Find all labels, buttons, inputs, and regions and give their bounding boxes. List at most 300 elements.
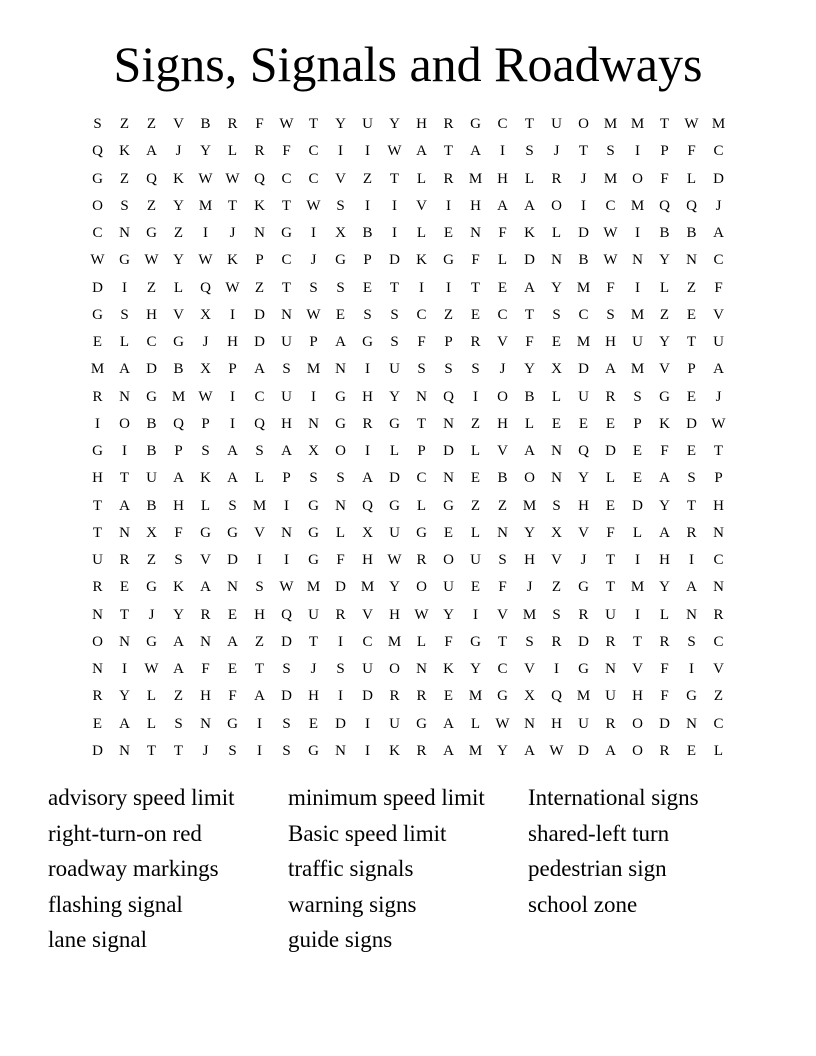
grid-letter: M xyxy=(90,361,105,378)
grid-letter: L xyxy=(119,334,130,351)
grid-letter: R xyxy=(389,688,400,705)
grid-letter: A xyxy=(362,470,373,487)
grid-letter: W xyxy=(549,742,564,759)
grid-letter: L xyxy=(227,143,238,160)
grid-row xyxy=(84,711,732,738)
grid-letter: G xyxy=(119,252,130,269)
grid-letter: E xyxy=(443,225,454,242)
grid-letter: G xyxy=(308,742,319,759)
grid-letter: Y xyxy=(200,143,211,160)
grid-letter: F xyxy=(660,661,669,678)
grid-letter: S xyxy=(525,143,534,160)
grid-row xyxy=(84,656,732,683)
grid-letter: A xyxy=(119,361,130,378)
grid-letter: J xyxy=(715,197,722,214)
grid-letter: T xyxy=(92,524,103,541)
grid-letter: X xyxy=(551,524,562,541)
grid-letter: L xyxy=(416,497,427,514)
grid-letter: P xyxy=(255,252,264,269)
grid-letter: D xyxy=(227,552,238,569)
grid-letter: K xyxy=(416,252,427,269)
grid-letter: T xyxy=(281,279,292,296)
grid-letter: R xyxy=(605,388,616,405)
grid-letter: P xyxy=(201,415,210,432)
grid-letter: H xyxy=(524,552,535,569)
grid-letter: Y xyxy=(551,279,562,296)
grid-letter: F xyxy=(687,143,696,160)
grid-letter: G xyxy=(470,633,481,650)
grid-letter: V xyxy=(632,661,643,678)
grid-letter: P xyxy=(660,143,669,160)
grid-letter: Z xyxy=(254,279,265,296)
grid-letter: S xyxy=(282,742,291,759)
grid-letter: T xyxy=(389,170,400,187)
grid-letter: C xyxy=(713,633,724,650)
grid-letter: P xyxy=(309,334,318,351)
letter-grid xyxy=(84,111,732,765)
grid-letter: V xyxy=(713,306,724,323)
grid-letter: S xyxy=(282,715,291,732)
grid-letter: M xyxy=(387,633,402,650)
grid-letter: L xyxy=(335,524,346,541)
grid-letter: I xyxy=(392,197,397,214)
grid-letter: I xyxy=(554,661,559,678)
grid-letter: A xyxy=(524,279,535,296)
grid-letter: G xyxy=(146,388,157,405)
grid-letter: E xyxy=(335,306,346,323)
grid-letter: D xyxy=(578,225,589,242)
grid-row xyxy=(84,138,732,165)
grid-letter: Z xyxy=(470,415,481,432)
grid-letter: H xyxy=(281,415,292,432)
grid-letter: Q xyxy=(146,170,157,187)
grid-letter: G xyxy=(443,252,454,269)
grid-letter: R xyxy=(686,524,697,541)
grid-letter: Q xyxy=(686,197,697,214)
grid-letter: Z xyxy=(119,116,130,133)
grid-letter: Z xyxy=(173,225,184,242)
grid-letter: H xyxy=(227,334,238,351)
grid-letter: M xyxy=(603,170,618,187)
grid-letter: N xyxy=(281,306,292,323)
grid-letter: P xyxy=(228,361,237,378)
grid-letter: I xyxy=(122,279,127,296)
grid-letter: T xyxy=(605,552,616,569)
grid-letter: V xyxy=(659,361,670,378)
grid-letter: Z xyxy=(443,306,454,323)
grid-letter: W xyxy=(603,252,618,269)
grid-letter: G xyxy=(146,225,157,242)
grid-letter: L xyxy=(146,688,157,705)
grid-letter: J xyxy=(553,143,560,160)
grid-letter: P xyxy=(417,443,426,460)
grid-letter: L xyxy=(416,170,427,187)
grid-letter: S xyxy=(174,552,183,569)
grid-letter: A xyxy=(659,470,670,487)
grid-letter: I xyxy=(689,552,694,569)
grid-letter: R xyxy=(92,388,103,405)
grid-letter: E xyxy=(308,715,319,732)
grid-letter: G xyxy=(416,715,427,732)
grid-letter: S xyxy=(687,470,696,487)
grid-letter: L xyxy=(551,388,562,405)
grid-letter: T xyxy=(470,279,481,296)
grid-letter: D xyxy=(254,306,265,323)
grid-letter: K xyxy=(200,470,211,487)
grid-letter: D xyxy=(389,470,400,487)
grid-row xyxy=(84,520,732,547)
grid-row xyxy=(84,683,732,710)
grid-letter: M xyxy=(576,334,591,351)
grid-row xyxy=(84,493,732,520)
grid-letter: T xyxy=(659,116,670,133)
grid-letter: H xyxy=(416,116,427,133)
grid-letter: E xyxy=(497,279,508,296)
grid-letter: S xyxy=(174,715,183,732)
grid-letter: O xyxy=(389,661,400,678)
grid-letter: H xyxy=(605,334,616,351)
grid-letter: I xyxy=(338,688,343,705)
grid-letter: G xyxy=(146,579,157,596)
grid-letter: R xyxy=(659,633,670,650)
grid-letter: U xyxy=(578,388,589,405)
grid-letter: J xyxy=(175,143,182,160)
grid-letter: A xyxy=(173,470,184,487)
grid-letter: I xyxy=(230,415,235,432)
grid-letter: I xyxy=(473,388,478,405)
grid-letter: O xyxy=(92,633,103,650)
grid-letter: T xyxy=(443,143,454,160)
grid-letter: E xyxy=(686,742,697,759)
grid-letter: V xyxy=(335,170,346,187)
grid-letter: Y xyxy=(578,470,589,487)
grid-letter: A xyxy=(686,579,697,596)
grid-letter: L xyxy=(497,252,508,269)
grid-letter: Y xyxy=(389,579,400,596)
grid-letter: O xyxy=(578,116,589,133)
grid-letter: Q xyxy=(551,688,562,705)
grid-letter: X xyxy=(524,688,535,705)
grid-letter: R xyxy=(470,334,481,351)
grid-letter: S xyxy=(336,470,345,487)
grid-letter: N xyxy=(119,225,130,242)
grid-letter: Z xyxy=(470,497,481,514)
grid-letter: C xyxy=(605,197,616,214)
grid-letter: N xyxy=(335,497,346,514)
grid-letter: Q xyxy=(578,443,589,460)
grid-letter: I xyxy=(122,661,127,678)
grid-letter: Z xyxy=(551,579,562,596)
grid-letter: I xyxy=(446,279,451,296)
grid-letter: M xyxy=(711,116,726,133)
grid-letter: E xyxy=(443,524,454,541)
grid-letter: E xyxy=(578,415,589,432)
grid-letter: S xyxy=(552,606,561,623)
grid-letter: E xyxy=(605,497,616,514)
grid-letter: L xyxy=(524,170,535,187)
word-item: flashing signal xyxy=(48,891,183,917)
grid-letter: Y xyxy=(659,334,670,351)
grid-letter: Y xyxy=(335,116,346,133)
grid-letter: M xyxy=(252,497,267,514)
grid-letter: R xyxy=(200,606,211,623)
grid-letter: E xyxy=(632,443,643,460)
grid-letter: N xyxy=(200,715,211,732)
grid-letter: I xyxy=(635,143,640,160)
grid-letter: E xyxy=(470,470,481,487)
grid-letter: D xyxy=(605,443,616,460)
grid-letter: T xyxy=(713,443,724,460)
grid-letter: U xyxy=(578,715,589,732)
grid-letter: S xyxy=(471,361,480,378)
grid-letter: S xyxy=(606,143,615,160)
grid-letter: F xyxy=(471,252,480,269)
grid-letter: N xyxy=(416,388,427,405)
grid-letter: G xyxy=(335,415,346,432)
grid-letter: A xyxy=(227,633,238,650)
grid-letter: V xyxy=(524,661,535,678)
grid-letter: J xyxy=(202,742,209,759)
grid-letter: D xyxy=(281,633,292,650)
grid-letter: A xyxy=(335,334,346,351)
grid-letter: C xyxy=(416,470,427,487)
grid-letter: R xyxy=(362,415,373,432)
word-item: International signs xyxy=(528,785,699,810)
grid-letter: P xyxy=(633,415,642,432)
grid-letter: R xyxy=(578,606,589,623)
grid-letter: L xyxy=(416,633,427,650)
grid-letter: U xyxy=(470,552,481,569)
word-list xyxy=(48,780,768,958)
grid-letter: M xyxy=(522,606,537,623)
grid-letter: E xyxy=(443,688,454,705)
grid-letter: A xyxy=(173,661,184,678)
grid-letter: G xyxy=(659,388,670,405)
grid-letter: I xyxy=(446,197,451,214)
grid-letter: D xyxy=(335,715,346,732)
grid-letter: Y xyxy=(119,688,130,705)
grid-letter: M xyxy=(468,688,483,705)
grid-letter: V xyxy=(713,661,724,678)
grid-letter: G xyxy=(335,252,346,269)
grid-letter: W xyxy=(603,225,618,242)
grid-letter: A xyxy=(524,197,535,214)
grid-row xyxy=(84,220,732,247)
grid-letter: S xyxy=(336,279,345,296)
grid-letter: R xyxy=(605,633,616,650)
grid-letter: G xyxy=(416,524,427,541)
grid-letter: C xyxy=(308,170,319,187)
grid-letter: R xyxy=(119,552,130,569)
grid-letter: V xyxy=(497,334,508,351)
grid-letter: N xyxy=(119,524,130,541)
grid-letter: I xyxy=(257,715,262,732)
grid-letter: G xyxy=(173,334,184,351)
grid-letter: K xyxy=(119,143,130,160)
grid-letter: U xyxy=(362,116,373,133)
grid-letter: B xyxy=(146,443,157,460)
grid-letter: D xyxy=(659,715,670,732)
grid-letter: H xyxy=(362,552,373,569)
word-item: shared-left turn xyxy=(528,820,670,846)
grid-row xyxy=(84,547,732,574)
grid-letter: U xyxy=(389,361,400,378)
grid-letter: P xyxy=(282,470,291,487)
grid-letter: G xyxy=(308,552,319,569)
grid-letter: S xyxy=(201,443,210,460)
grid-letter: H xyxy=(389,606,400,623)
grid-letter: S xyxy=(282,661,291,678)
grid-letter: F xyxy=(444,633,453,650)
grid-letter: L xyxy=(173,279,184,296)
grid-letter: I xyxy=(365,361,370,378)
grid-letter: Y xyxy=(524,524,535,541)
grid-letter: K xyxy=(173,170,184,187)
grid-letter: N xyxy=(551,443,562,460)
grid-letter: U xyxy=(389,524,400,541)
grid-letter: W xyxy=(198,252,213,269)
grid-letter: U xyxy=(713,334,724,351)
grid-letter: S xyxy=(120,197,129,214)
grid-row xyxy=(84,302,732,329)
grid-letter: F xyxy=(174,524,183,541)
grid-letter: T xyxy=(578,143,589,160)
grid-row xyxy=(84,193,732,220)
grid-letter: C xyxy=(497,116,508,133)
grid-letter: L xyxy=(200,497,211,514)
grid-letter: Z xyxy=(497,497,508,514)
grid-letter: U xyxy=(605,606,616,623)
grid-letter: T xyxy=(308,116,319,133)
grid-letter: D xyxy=(254,334,265,351)
grid-letter: I xyxy=(230,306,235,323)
grid-letter: R xyxy=(416,552,427,569)
grid-letter: A xyxy=(443,742,454,759)
word-item: guide signs xyxy=(288,927,393,952)
grid-letter: R xyxy=(416,742,427,759)
grid-letter: U xyxy=(92,552,103,569)
grid-letter: A xyxy=(227,443,238,460)
grid-letter: L xyxy=(686,170,697,187)
grid-letter: I xyxy=(365,197,370,214)
grid-letter: A xyxy=(146,143,157,160)
grid-letter: S xyxy=(552,306,561,323)
grid-letter: N xyxy=(713,524,724,541)
grid-letter: Z xyxy=(173,688,184,705)
grid-letter: L xyxy=(659,606,670,623)
grid-letter: Q xyxy=(281,606,292,623)
grid-letter: R xyxy=(659,742,670,759)
grid-letter: Q xyxy=(443,388,454,405)
grid-letter: B xyxy=(146,415,157,432)
grid-letter: A xyxy=(605,742,616,759)
grid-letter: B xyxy=(659,225,670,242)
grid-letter: W xyxy=(198,388,213,405)
word-item: lane signal xyxy=(48,927,147,952)
grid-letter: C xyxy=(713,143,724,160)
grid-letter: N xyxy=(605,661,616,678)
grid-letter: H xyxy=(659,552,670,569)
grid-letter: M xyxy=(171,388,186,405)
grid-letter: Y xyxy=(173,606,184,623)
grid-letter: I xyxy=(95,415,100,432)
grid-letter: J xyxy=(715,388,722,405)
grid-letter: B xyxy=(497,470,508,487)
grid-letter: Q xyxy=(659,197,670,214)
grid-letter: S xyxy=(228,497,237,514)
grid-letter: C xyxy=(578,306,589,323)
grid-letter: G xyxy=(470,116,481,133)
grid-letter: A xyxy=(713,225,724,242)
grid-letter: I xyxy=(365,715,370,732)
grid-letter: J xyxy=(580,552,587,569)
grid-letter: Y xyxy=(389,388,400,405)
grid-letter: C xyxy=(146,334,157,351)
grid-letter: R xyxy=(335,606,346,623)
grid-letter: F xyxy=(606,524,615,541)
grid-letter: I xyxy=(392,225,397,242)
grid-letter: I xyxy=(635,606,640,623)
grid-letter: W xyxy=(144,661,159,678)
grid-letter: B xyxy=(362,225,373,242)
grid-letter: F xyxy=(498,225,507,242)
grid-letter: I xyxy=(365,143,370,160)
grid-letter: G xyxy=(227,524,238,541)
grid-letter: N xyxy=(335,742,346,759)
grid-row xyxy=(84,629,732,656)
grid-letter: Z xyxy=(686,279,697,296)
grid-letter: S xyxy=(390,306,399,323)
grid-letter: Z xyxy=(146,552,157,569)
grid-letter: D xyxy=(146,361,157,378)
grid-letter: X xyxy=(362,524,373,541)
grid-letter: E xyxy=(92,715,103,732)
grid-letter: C xyxy=(254,388,265,405)
grid-letter: A xyxy=(470,143,481,160)
grid-letter: N xyxy=(416,661,427,678)
grid-letter: J xyxy=(148,606,155,623)
grid-letter: W xyxy=(306,306,321,323)
grid-letter: H xyxy=(308,688,319,705)
grid-letter: G xyxy=(146,633,157,650)
word-item: Basic speed limit xyxy=(288,820,447,846)
grid-letter: T xyxy=(119,470,130,487)
grid-letter: I xyxy=(257,742,262,759)
grid-letter: M xyxy=(360,579,375,596)
grid-letter: A xyxy=(497,197,508,214)
grid-letter: M xyxy=(198,197,213,214)
grid-letter: X xyxy=(146,524,157,541)
grid-letter: L xyxy=(713,742,724,759)
grid-letter: Q xyxy=(173,415,184,432)
grid-letter: M xyxy=(630,579,645,596)
grid-letter: E xyxy=(551,334,562,351)
grid-letter: S xyxy=(363,306,372,323)
grid-letter: Y xyxy=(659,252,670,269)
grid-letter: M xyxy=(630,306,645,323)
grid-letter: S xyxy=(93,116,102,133)
grid-letter: A xyxy=(416,143,427,160)
grid-letter: M xyxy=(468,170,483,187)
grid-letter: W xyxy=(495,715,510,732)
grid-letter: C xyxy=(416,306,427,323)
grid-letter: N xyxy=(524,715,535,732)
grid-letter: Q xyxy=(92,143,103,160)
grid-letter: E xyxy=(362,279,373,296)
grid-letter: E xyxy=(470,306,481,323)
grid-letter: N xyxy=(470,225,481,242)
grid-letter: R xyxy=(92,579,103,596)
